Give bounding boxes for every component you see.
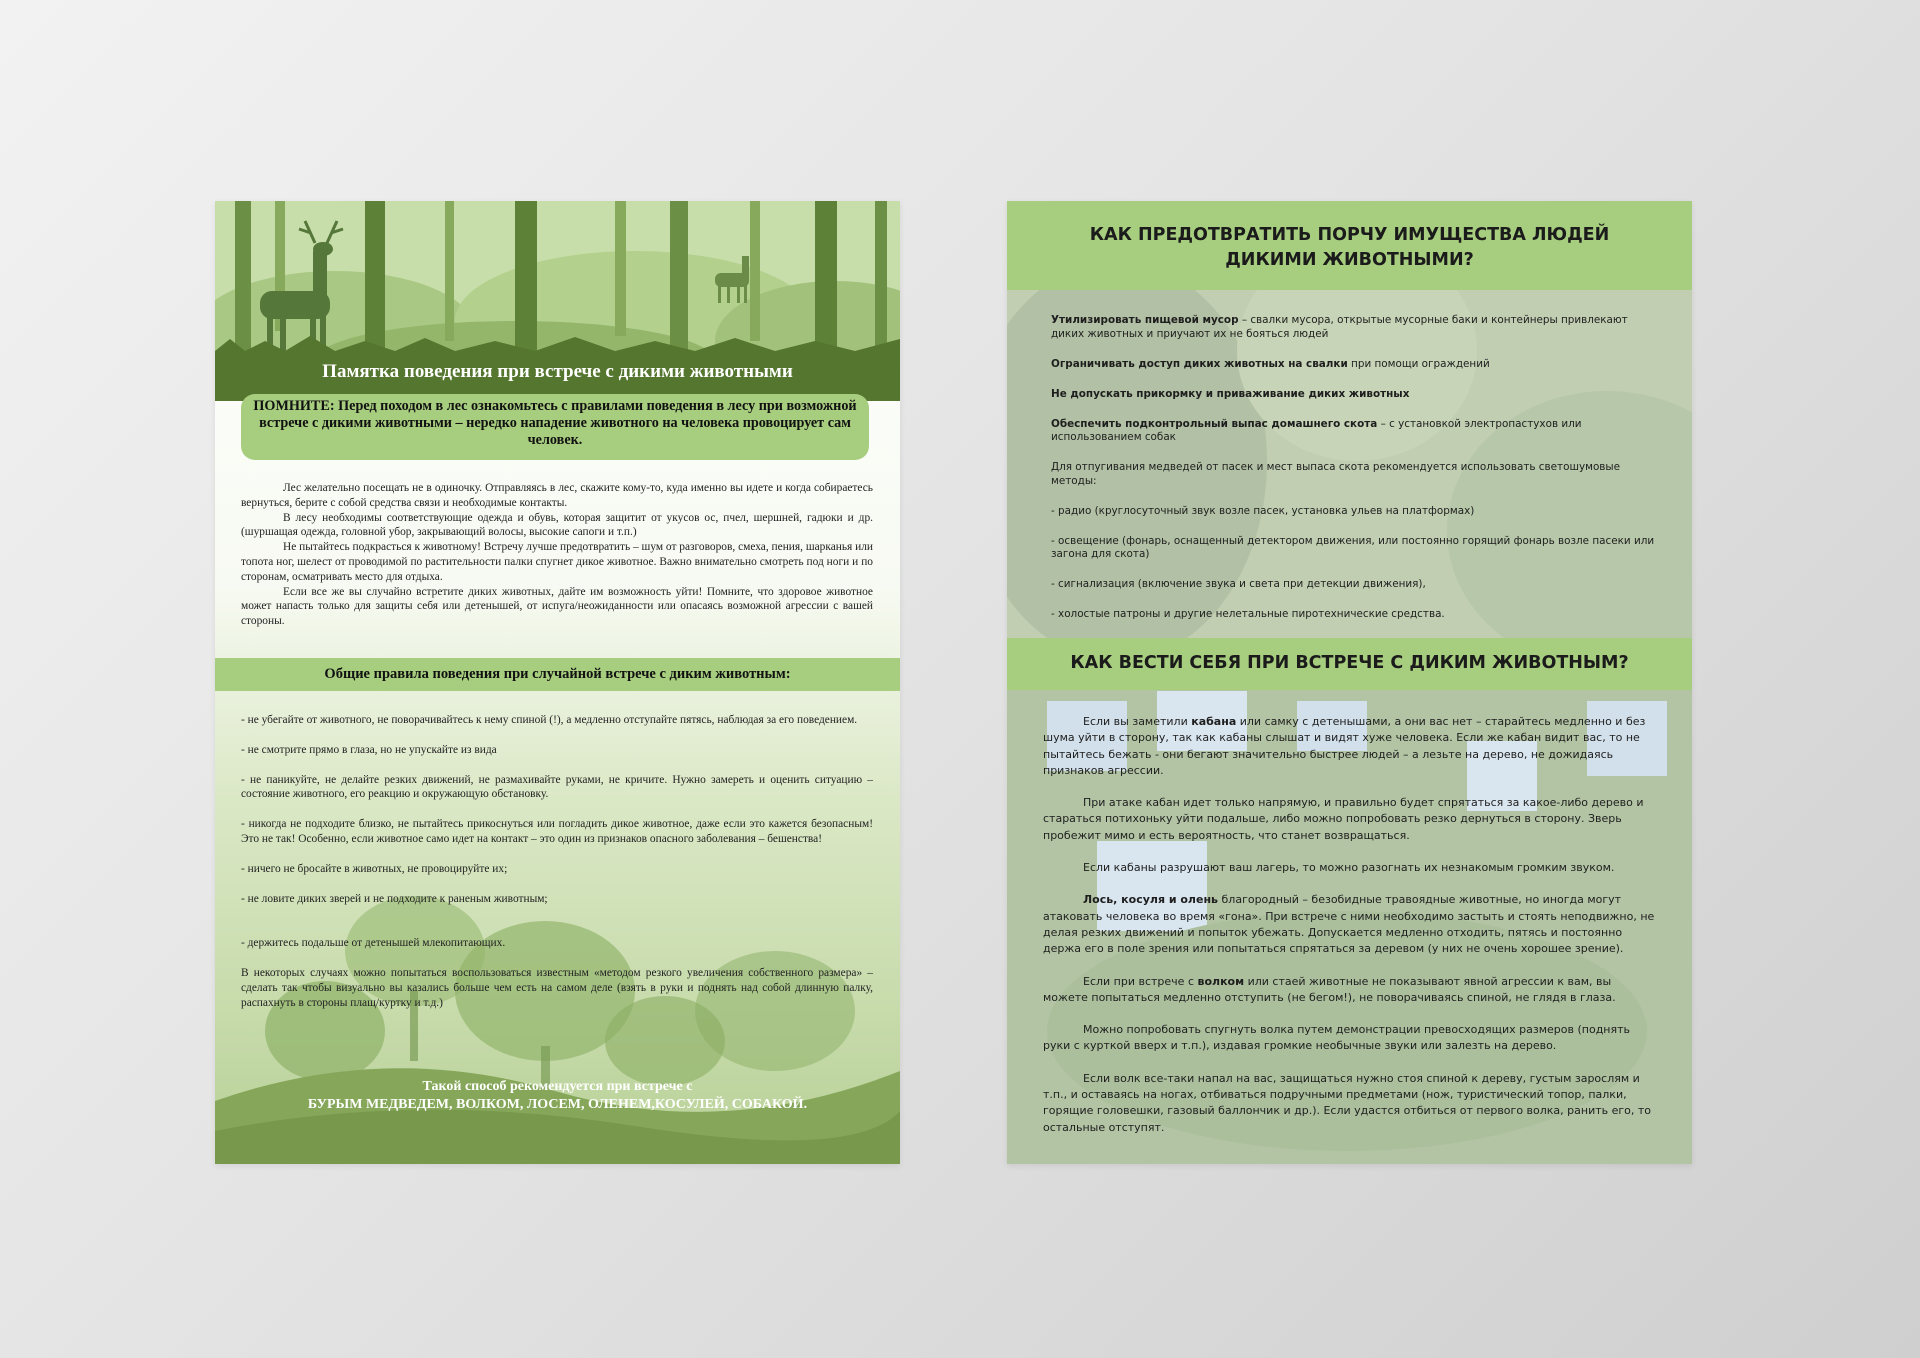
prevention-item-text: – с установкой электропастухов или использованием собак [1051, 417, 1582, 443]
prevention-item-text: - освещение (фонарь, оснащенный детектором движения, или постоянно горящий фонарь возле пасеки или загона для скота) [1051, 534, 1655, 560]
rule-item: - ничего не бросайте в животных, не провоцируйте их; [241, 862, 508, 875]
heading-behavior: КАК ВЕСТИ СЕБЯ ПРИ ВСТРЕЧЕ С ДИКИМ ЖИВОТНЫМ? [1070, 653, 1629, 673]
prevention-list [1051, 314, 1656, 638]
behavior-paragraph [1043, 1071, 1657, 1136]
paragraph-text: Если при встрече с [1083, 974, 1198, 988]
intro-text [241, 481, 873, 629]
behavior-paragraph [1043, 1022, 1657, 1055]
prevention-item-bold: Ограничивать доступ диких животных на свалки [1051, 357, 1348, 370]
prevention-item-bold: Обеспечить подконтрольный выпас домашнего скота [1051, 417, 1378, 430]
behavior-paragraph [1043, 974, 1657, 1007]
rule-item: - не паникуйте, не делайте резких движений, не размахивайте руками, не кричите. Нужно замереть и оценить ситуацию – состояние животного, его реакцию и окружающую обстановку. [241, 773, 873, 801]
rules-list [241, 713, 873, 1026]
paragraph-text: благородный – безобидные травоядные животные, но иногда могут атаковать человека во время «гона». При встрече с ними необходимо застыть и стоять неподвижно, не делая резких движений и попыток убежать. Допускается медленно отходить, пятясь и постоянно держа его в поле зрения или попытаться спрятаться за деревом (у них не очень хорошее зрение). [1043, 893, 1655, 956]
prevention-item [1051, 608, 1656, 622]
prevention-item [1051, 314, 1656, 341]
left-leaflet-page [215, 201, 900, 1164]
paragraph-text: Если вы заметили [1083, 715, 1192, 728]
paragraph-text: или стаей животные не показывают явной агрессии к вам, вы можете попытаться медленно отступить (не бегом!), не поворачиваясь спиной, не глядя в глаза. [1043, 974, 1616, 1004]
prevention-item-text: – свалки мусора, открытые мусорные баки и контейнеры привлекают диких животных и приучают их не бояться людей [1051, 314, 1628, 340]
paragraph-bold: кабана [1191, 715, 1237, 728]
behavior-text [1043, 714, 1657, 1152]
prevention-item [1051, 535, 1656, 562]
rule-item: В некоторых случаях можно попытаться воспользоваться известным «методом резкого увеличения собственного размера» – сделать так чтобы визуально вы казались больше чем есть на самом деле (взять в руки и поднять над собой длинную палку, распахнуть в стороны плащ/куртку и т.д.) [241, 967, 873, 1009]
prevention-item [1051, 578, 1656, 592]
right-leaflet-page [1007, 201, 1692, 1164]
prevention-item-text: - холостые патроны и другие нелетальные пиротехнические средства. [1051, 608, 1445, 620]
prevention-item-text: при помощи ограждений [1347, 357, 1490, 370]
prevention-item-text: Для отпугивания медведей от пасек и мест выпаса скота рекомендуется использовать светошумовые методы: [1051, 461, 1621, 487]
paragraph-bold: волком [1197, 974, 1245, 988]
remember-note: ПОМНИТЕ: Перед походом в лес ознакомьтесь с правилами поведения в лесу при возможной встрече с дикими животными – нередко нападение животного на человека провоцирует сам человек. [241, 394, 869, 460]
paragraph-text: или самку с детенышами, а они вас нет – старайтесь медленно и без шума уйти в сторону, так как кабаны слышат и видят хуже человека. Если же кабан видит вас, то не пытайтесь бежать - они бегают значительно быстрее людей – а лезьте на дерево, не дожидаясь признаков агрессии. [1043, 715, 1646, 777]
prevention-item [1051, 388, 1656, 402]
rules-title: Общие правила поведения при случайной встрече с диким животным: [324, 666, 791, 682]
prevention-item [1051, 358, 1656, 372]
rule-item: - никогда не подходите близко, не пытайтесь прикоснуться или погладить дикое животное, даже если это кажется безопасным! Это не так! Особенно, если животное само идет на контакт – это один из признаков опасного заболевания – бешенства! [241, 818, 873, 845]
rule-item: - не ловите диких зверей и не подходите к раненым животным; [241, 892, 548, 905]
paragraph-text: Можно попробовать спугнуть волка путем демонстрации превосходящих размеров (поднять руки с курткой вверх и т.п.), издавая громкие необычные звуки или залезть на дерево. [1043, 1023, 1630, 1053]
prevention-item [1051, 418, 1656, 445]
rule-item: - не убегайте от животного, не поворачивайтесь к нему спиной (!), а медленно отступайте пятясь, наблюдая за его поведением. [241, 714, 858, 726]
paragraph-text: При атаке кабан идет только напрямую, и правильно будет спрятаться за какое-либо дерево и стараться потихоньку уйти подальше, либо можно попробовать резко дернуться в сторону. Зверь пробежит мимо и есть вероятность, что станет возвращаться. [1043, 796, 1644, 842]
behavior-paragraph [1043, 795, 1657, 844]
closing-line-animals: БУРЫМ МЕДВЕДЕМ, ВОЛКОМ, ЛОСЕМ, ОЛЕНЕМ,КОСУЛЕЙ, СОБАКОЙ. [307, 1097, 808, 1112]
prevention-item [1051, 461, 1656, 488]
closing-note [215, 1078, 900, 1114]
heading-property-damage: КАК ПРЕДОТВРАТИТЬ ПОРЧУ ИМУЩЕСТВА ЛЮДЕЙ ДИКИМИ ЖИВОТНЫМИ? [1089, 225, 1610, 270]
paragraph-text: Если кабаны разрушают ваш лагерь, то можно разогнать их незнакомым громким звуком. [1083, 861, 1615, 875]
prevention-item [1051, 505, 1656, 519]
prevention-item-bold: Не допускать прикормку и приваживание диких животных [1051, 387, 1410, 400]
prevention-item-text: - радио (круглосуточный звук возле пасек, установка ульев на платформах) [1051, 504, 1475, 517]
intro-paragraph: Лес желательно посещать не в одиночку. Отправляясь в лес, скажите кому-то, куда именно вы идете и когда собираетесь вернуться, берите с собой средства связи и необходимые контакты. [241, 482, 873, 509]
rule-item: - не смотрите прямо в глаза, но не упускайте из вида [241, 743, 497, 756]
paragraph-bold: Лось, косуля и олень [1083, 893, 1219, 907]
paragraph-text: Если волк все-таки напал на вас, защищаться нужно стоя спиной к дереву, густым зарослям и т.п., и оставаясь на ногах, отбиваться подручными предметами (нож, туристический топор, палки, горящие головешки, газовый баллончик и др.). Если удастся отбиться от первого волка, ранить его, то остальные отступят. [1043, 1071, 1652, 1134]
leaflet-title: Памятка поведения при встрече с дикими животными [322, 361, 793, 382]
prevention-item-text: - сигнализация (включение звука и света при детекции движения), [1051, 578, 1426, 590]
behavior-paragraph [1043, 860, 1657, 876]
behavior-paragraph [1043, 714, 1657, 779]
intro-paragraph: В лесу необходимы соответствующие одежда и обувь, которая защитит от укусов ос, пчел, шершней, гадюки и др. (шуршащая одежда, головной убор, закрывающий волосы, высокие сапоги и т.п.) [241, 511, 873, 539]
behavior-paragraph [1043, 892, 1657, 957]
rule-item: - держитесь подальше от детенышей млекопитающих. [241, 937, 506, 950]
intro-paragraph: Не пытайтесь подкрасться к животному! Встречу лучше предотвратить – шум от разговоров, смеха, пения, шарканья или топота ног, шелест от проводимой по растительности палки спугнет дикое животное. Важно внимательно смотреть под ноги и по сторонам, осматривать место для отдыха. [241, 541, 874, 583]
intro-paragraph: Если все же вы случайно встретите диких животных, дайте им возможность уйти! Помните, что здоровое животное может напасть только для защиты себя или детенышей, от испуга/неожиданности или опасаясь возможной агрессии с вашей стороны. [241, 585, 873, 628]
closing-line: Такой способ рекомендуется при встрече с [422, 1079, 693, 1094]
prevention-item-bold: Утилизировать пищевой мусор [1051, 314, 1239, 326]
